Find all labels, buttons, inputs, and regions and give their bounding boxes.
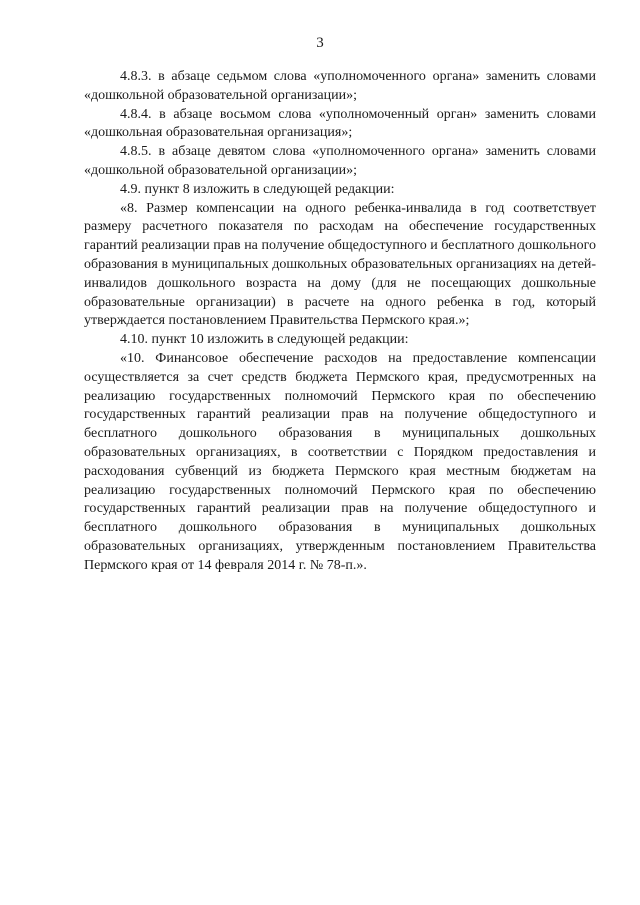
paragraph-point-8-text: «8. Размер компенсации на одного ребенка-инвалида в год соответствует размеру расчетного показателя по расходам на обеспечение государственных гарантий реализации прав на получение общедоступного и бесплатного дошкольного образования в муниципальных дошкольных образовательных организациях на детей-инвалидов дошкольного возраста на дому (для не посещающих дошкольные образовательные организации) в расчете на одного ребенка в год, который утверждается постановлением Правительства Пермского края.»;: [84, 200, 596, 329]
paragraph-4-8-4: 4.8.4. в абзаце восьмом слова «уполномоченный орган» заменить словами «дошкольная образовательная организация»;: [84, 106, 596, 141]
paragraph-4-10: 4.10. пункт 10 изложить в следующей редакции:: [120, 332, 409, 348]
paragraph-4-8-5: 4.8.5. в абзаце девятом слова «уполномоченного органа» заменить словами «дошкольной образовательной организации»;: [84, 144, 596, 178]
paragraph-point-10-text: «10. Финансовое обеспечение расходов на предоставление компенсации осуществляется за счет средств бюджета Пермского края, предусмотренных на реализацию государственных полномочий Пермского края по обеспечению государственных гарантий реализации прав на получение общедоступного и бесплатного дошкольного образования в муниципальных дошкольных образовательных организациях, в соответствии с Порядком предоставления и расходования субвенций из бюджета Пермского края местным бюджетам на реализацию государственных полномочий Пермского края по обеспечению государственных гарантий реализации прав на получение общедоступного и бесплатного дошкольного образования в муниципальных дошкольных образовательных организациях, утвержденным постановлением Правительства Пермского края от 14 февраля 2014 г. № 78-п.».: [84, 350, 596, 573]
page-number: 3: [316, 35, 324, 51]
paragraph-4-9: 4.9. пункт 8 изложить в следующей редакции:: [120, 181, 395, 197]
document-body: [84, 68, 596, 576]
paragraph-4-8-3: 4.8.3. в абзаце седьмом слова «уполномоченного органа» заменить словами «дошкольной образовательной организации»;: [84, 69, 596, 103]
